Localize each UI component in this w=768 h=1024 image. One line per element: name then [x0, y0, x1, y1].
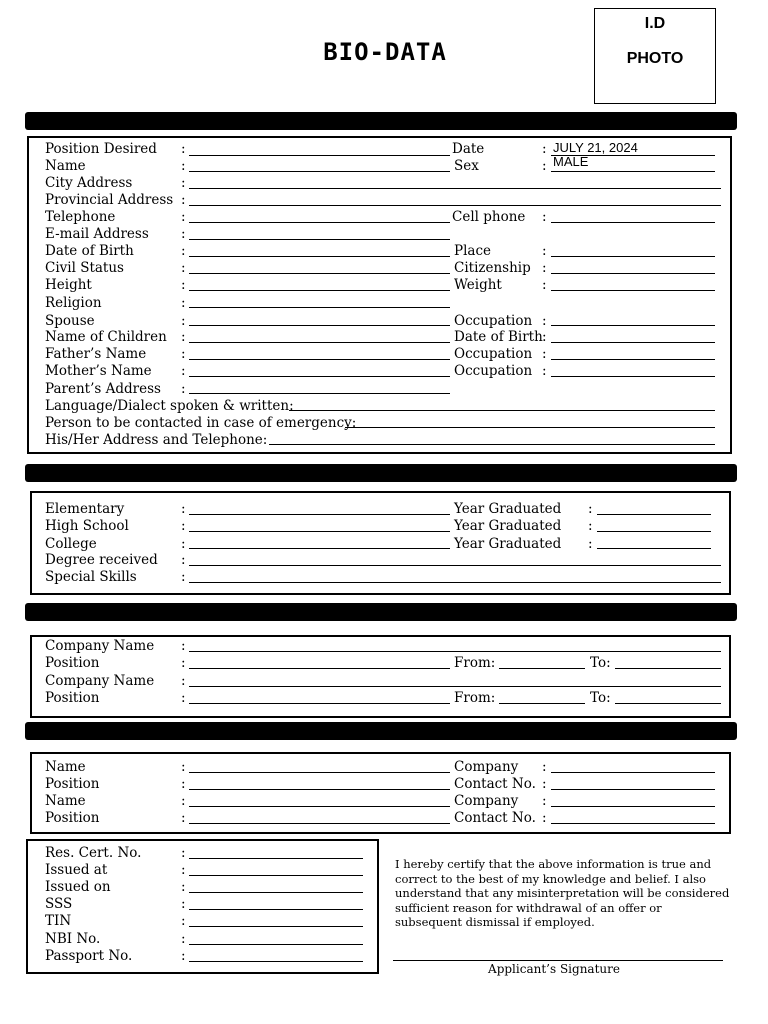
colon: : [542, 260, 547, 276]
label-ref-contact-1: Contact No. [454, 776, 536, 792]
label-ref-position-2: Position [45, 810, 100, 826]
ref-position-1-field[interactable] [189, 789, 450, 790]
label-position-1: Position [45, 655, 100, 671]
colon: : [181, 655, 186, 671]
section-bar-employment [25, 603, 737, 621]
civil-status-field[interactable] [189, 273, 450, 274]
college-year-field[interactable] [597, 548, 711, 549]
colon: : [181, 810, 186, 826]
spouse-occupation-field[interactable] [551, 325, 715, 326]
children-field[interactable] [189, 342, 450, 343]
religion-field[interactable] [189, 307, 450, 308]
colon: : [542, 313, 547, 329]
college-field[interactable] [189, 548, 450, 549]
sex-field[interactable] [551, 171, 715, 172]
colon: : [542, 243, 547, 259]
father-occupation-field[interactable] [551, 359, 715, 360]
label-emergency-address: His/Her Address and Telephone: [45, 432, 268, 448]
label-civil-status: Civil Status [45, 260, 124, 276]
elementary-field[interactable] [189, 514, 450, 515]
sex-value: MALE [553, 154, 589, 169]
label-parents-address: Parent’s Address [45, 381, 161, 397]
colon: : [181, 346, 186, 362]
colon: : [542, 363, 547, 379]
cell-phone-field[interactable] [551, 222, 715, 223]
issued-at-field[interactable] [189, 875, 363, 876]
label-cell-phone: Cell phone [452, 209, 526, 225]
high-school-field[interactable] [189, 531, 450, 532]
label-name-of-children: Name of Children [45, 329, 167, 345]
colon: : [181, 226, 186, 242]
tin-field[interactable] [189, 926, 363, 927]
colon: : [181, 569, 186, 585]
colon: : [181, 295, 186, 311]
label-issued-on: Issued on [45, 879, 111, 895]
section-bar-education [25, 464, 737, 482]
colon: : [588, 501, 593, 517]
label-position-2: Position [45, 690, 100, 706]
label-ref-position-1: Position [45, 776, 100, 792]
certification-text: I hereby certify that the above information is true and correct to the best of my knowledge and belief. I also understand that any misinterpretation will be considered sufficient reason for withdrawal of an offer or subsequent dismissal if employed. [395, 857, 730, 929]
colon: : [181, 931, 186, 947]
colon: : [181, 673, 186, 689]
label-passport: Passport No. [45, 948, 133, 964]
id-photo-box [594, 8, 716, 104]
colon: : [542, 329, 547, 345]
label-issued-at: Issued at [45, 862, 108, 878]
res-cert-field[interactable] [189, 858, 363, 859]
position-desired-field[interactable] [189, 155, 450, 156]
fathers-name-field[interactable] [189, 359, 450, 360]
label-college-year: Year Graduated [454, 536, 562, 552]
mother-occupation-field[interactable] [551, 376, 715, 377]
to-2-field[interactable] [615, 703, 721, 704]
provincial-address-field[interactable] [189, 205, 721, 206]
signature-label: Applicant’s Signature [488, 962, 620, 976]
label-spouse: Spouse [45, 313, 95, 329]
colon: : [181, 209, 186, 225]
colon: : [181, 638, 186, 654]
ref-name-1-field[interactable] [189, 772, 450, 773]
label-to-2: To: [590, 690, 611, 706]
section-bar-references [25, 722, 737, 740]
date-value: JULY 21, 2024 [553, 140, 638, 155]
colon: : [542, 209, 547, 225]
special-skills-field[interactable] [189, 582, 721, 583]
label-ref-company-2: Company [454, 793, 519, 809]
label-high-school-year: Year Graduated [454, 518, 562, 534]
to-1-field[interactable] [615, 668, 721, 669]
colon: : [181, 845, 186, 861]
label-spouse-occupation: Occupation [454, 313, 533, 329]
colon: : [542, 141, 547, 157]
city-address-field[interactable] [189, 188, 721, 189]
colon: : [542, 158, 547, 174]
label-name: Name [45, 158, 86, 174]
colon: : [181, 243, 186, 259]
colon: : [181, 277, 186, 293]
mothers-name-field[interactable] [189, 376, 450, 377]
emergency-contact-field[interactable] [345, 427, 715, 428]
label-place: Place [454, 243, 491, 259]
label-company-name-1: Company Name [45, 638, 155, 654]
label-language: Language/Dialect spoken & written: [45, 398, 294, 414]
company-name-1-field[interactable] [189, 651, 721, 652]
parents-address-field[interactable] [189, 393, 450, 394]
email-field[interactable] [189, 239, 450, 240]
label-date: Date [452, 141, 485, 157]
label-sss: SSS [45, 896, 73, 912]
colon: : [181, 690, 186, 706]
references-box [30, 752, 731, 834]
label-children-date-of-birth: Date of Birth [454, 329, 543, 345]
label-ref-contact-2: Contact No. [454, 810, 536, 826]
from-2-field[interactable] [499, 703, 585, 704]
label-elementary-year: Year Graduated [454, 501, 562, 517]
section-bar-personal [25, 112, 737, 130]
colon: : [542, 759, 547, 775]
label-fathers-name: Father’s Name [45, 346, 147, 362]
colon: : [181, 518, 186, 534]
label-date-of-birth: Date of Birth [45, 243, 134, 259]
photo-label-photo: PHOTO [626, 50, 684, 67]
position-1-field[interactable] [189, 668, 450, 669]
label-from-1: From: [454, 655, 496, 671]
colon: : [181, 363, 186, 379]
label-mothers-name: Mother’s Name [45, 363, 152, 379]
position-2-field[interactable] [189, 703, 450, 704]
colon: : [181, 141, 186, 157]
label-elementary: Elementary [45, 501, 125, 517]
colon: : [181, 948, 186, 964]
elementary-year-field[interactable] [597, 514, 711, 515]
ref-company-2-field[interactable] [551, 806, 715, 807]
date-of-birth-field[interactable] [189, 256, 450, 257]
colon: : [181, 793, 186, 809]
colon: : [181, 175, 186, 191]
colon: : [181, 759, 186, 775]
label-father-occupation: Occupation [454, 346, 533, 362]
nbi-field[interactable] [189, 944, 363, 945]
sss-field[interactable] [189, 909, 363, 910]
label-tin: TIN [45, 913, 72, 929]
colon: : [181, 896, 186, 912]
label-ref-name-2: Name [45, 793, 86, 809]
colon: : [542, 277, 547, 293]
high-school-year-field[interactable] [597, 531, 711, 532]
colon: : [181, 879, 186, 895]
ref-contact-1-field[interactable] [551, 789, 715, 790]
citizenship-field[interactable] [551, 273, 715, 274]
weight-field[interactable] [551, 290, 715, 291]
photo-label-id: I.D [644, 15, 666, 32]
label-email: E-mail Address [45, 226, 149, 242]
issued-on-field[interactable] [189, 892, 363, 893]
label-position-desired: Position Desired [45, 141, 157, 157]
colon: : [181, 552, 186, 568]
label-special-skills: Special Skills [45, 569, 137, 585]
colon: : [181, 381, 186, 397]
label-ref-company-1: Company [454, 759, 519, 775]
colon: : [181, 158, 186, 174]
colon: : [181, 776, 186, 792]
height-field[interactable] [189, 290, 450, 291]
label-mother-occupation: Occupation [454, 363, 533, 379]
colon: : [181, 260, 186, 276]
colon: : [181, 913, 186, 929]
company-name-2-field[interactable] [189, 686, 721, 687]
label-city-address: City Address [45, 175, 133, 191]
colon: : [181, 862, 186, 878]
label-from-2: From: [454, 690, 496, 706]
label-company-name-2: Company Name [45, 673, 155, 689]
label-religion: Religion [45, 295, 102, 311]
label-nbi: NBI No. [45, 931, 101, 947]
spouse-field[interactable] [189, 325, 450, 326]
signature-line[interactable] [393, 960, 723, 961]
colon: : [542, 776, 547, 792]
ref-contact-2-field[interactable] [551, 823, 715, 824]
place-field[interactable] [551, 256, 715, 257]
ref-position-2-field[interactable] [189, 823, 450, 824]
colon: : [181, 501, 186, 517]
colon: : [181, 329, 186, 345]
telephone-field[interactable] [189, 222, 450, 223]
degree-field[interactable] [189, 565, 721, 566]
emergency-address-field[interactable] [269, 444, 715, 445]
label-citizenship: Citizenship [454, 260, 531, 276]
language-field[interactable] [289, 410, 715, 411]
page-title: BIO-DATA [323, 38, 447, 66]
colon: : [181, 536, 186, 552]
colon: : [181, 313, 186, 329]
label-high-school: High School [45, 518, 129, 534]
label-weight: Weight [454, 277, 502, 293]
ref-company-1-field[interactable] [551, 772, 715, 773]
colon: : [542, 346, 547, 362]
label-sex: Sex [454, 158, 479, 174]
colon: : [181, 192, 186, 208]
colon: : [542, 810, 547, 826]
label-height: Height [45, 277, 92, 293]
label-to-1: To: [590, 655, 611, 671]
ref-name-2-field[interactable] [189, 806, 450, 807]
label-college: College [45, 536, 97, 552]
from-1-field[interactable] [499, 668, 585, 669]
colon: : [588, 518, 593, 534]
colon: : [542, 793, 547, 809]
colon: : [588, 536, 593, 552]
passport-field[interactable] [189, 961, 363, 962]
label-emergency-contact: Person to be contacted in case of emergency: [45, 415, 357, 431]
label-telephone: Telephone [45, 209, 116, 225]
children-date-of-birth-field[interactable] [551, 342, 715, 343]
name-field[interactable] [189, 171, 450, 172]
label-ref-name-1: Name [45, 759, 86, 775]
label-provincial-address: Provincial Address [45, 192, 174, 208]
label-degree: Degree received [45, 552, 158, 568]
label-res-cert: Res. Cert. No. [45, 845, 142, 861]
